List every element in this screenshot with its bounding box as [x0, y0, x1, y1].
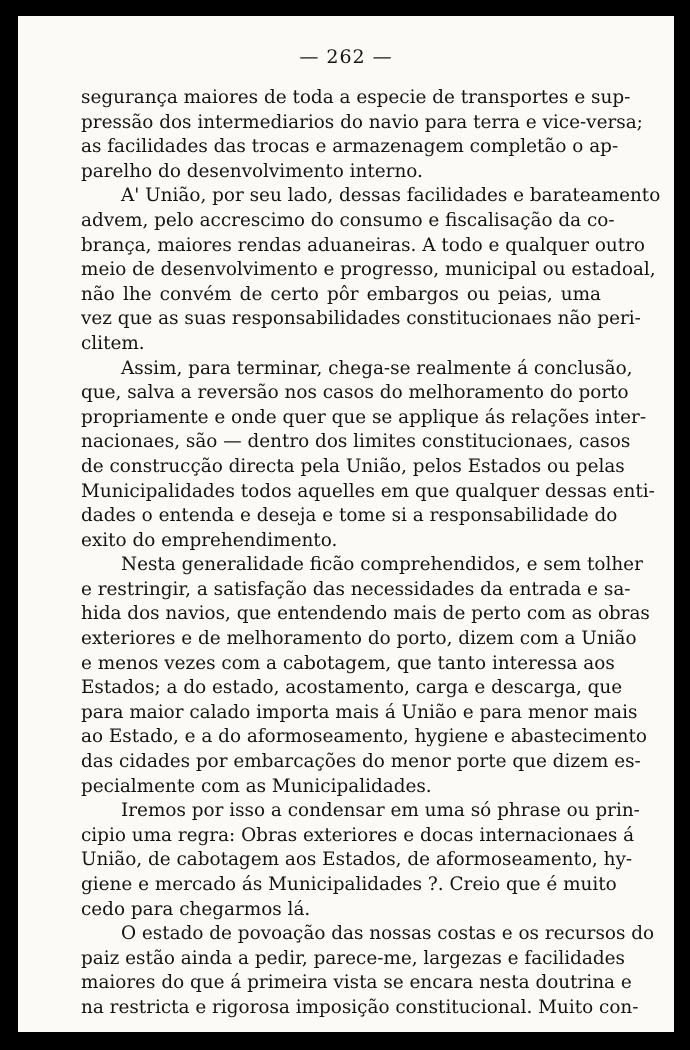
text-line: não lhe convém de certo pôr embargos ou peias, uma	[81, 283, 601, 305]
text-line: para maior calado importa mais á União e para menor mais	[81, 701, 638, 723]
text-line: brança, maiores rendas aduaneiras. A todo e qualquer outro	[81, 234, 646, 256]
text-line: giene e mercado ás Municipalidades ?. Creio que é muito	[81, 874, 617, 895]
text-line: União, de cabotagem aos Estados, de aformoseamento, hy-	[81, 849, 633, 871]
text-line: cedo para chegarmos lá.	[81, 898, 311, 920]
text-line: paiz estão ainda a pedir, parece-me, largezas e facilidades	[81, 947, 625, 969]
paragraph	[81, 86, 643, 184]
text-line: dades o entenda e deseja e tome si a responsabilidade do	[81, 505, 618, 527]
text-line: Iremos por isso a condensar em uma só phrase ou prin-	[121, 800, 640, 822]
text-line: das cidades por embarcações do menor porte que dizem es-	[81, 751, 641, 773]
text-line: vez que as suas responsabilidades constitucionaes não peri-	[81, 308, 641, 330]
text-line: Municipalidades todos aquelles em que qualquer dessas enti-	[81, 480, 655, 502]
text-line: advem, pelo accrescimo do consumo e fiscalisação da co-	[81, 209, 615, 231]
text-line: O estado de povoação das nossas costas e os recursos do	[121, 923, 655, 945]
page-number: — 262 —	[299, 46, 393, 68]
paragraph	[81, 184, 661, 356]
text-line: exteriores e de melhoramento do porto, dizem com a União	[81, 628, 637, 650]
paragraph	[81, 357, 655, 554]
text-line: e menos vezes com a cabotagem, que tanto interessa aos	[81, 652, 615, 674]
text-line: na restricta e rigorosa imposição constitucional. Muito con-	[81, 996, 639, 1018]
text-line: meio de desenvolvimento e progresso, municipal ou estadoal,	[81, 259, 656, 281]
text-line: pressão dos intermediarios do navio para terra e vice-versa;	[81, 111, 643, 133]
text-line: propriamente e onde quer que se applique ás relações inter-	[81, 406, 647, 428]
text-line: nacionaes, são — dentro dos limites constitucionaes, casos	[81, 431, 631, 453]
text-line: de construcção directa pela União, pelos Estados ou pelas	[81, 455, 625, 477]
text-line: segurança maiores de toda a especie de transportes e sup-	[81, 87, 631, 108]
text-line: e restringir, a satisfação das necessidades da entrada e sa-	[81, 578, 631, 600]
text-line: exito do emprehendimento.	[81, 529, 338, 551]
text-line: maiores do que á primeira vista se encara nesta doutrina e	[81, 972, 632, 994]
paragraph	[81, 553, 650, 799]
text-line: as facilidades das trocas e armazenagem completão o ap-	[81, 136, 619, 158]
text-line: parelho do desenvolvimento interno.	[81, 160, 423, 182]
text-line: Estados; a do estado, acostamento, carga e descarga, que	[81, 677, 623, 699]
text-line: Nesta generalidade ficão comprehendidos, e sem tolher	[121, 554, 643, 576]
book-page	[18, 16, 674, 1032]
paragraph	[81, 799, 640, 922]
text-line: Assim, para terminar, chega-se realmente á conclusão,	[121, 357, 633, 379]
text-line: cipio uma regra: Obras exteriores e docas internacionaes á	[81, 824, 635, 846]
text-line: clitem.	[81, 332, 145, 354]
text-line: que, salva a reversão nos casos do melhoramento do porto	[81, 382, 629, 404]
text-line: ao Estado, e a do aformoseamento, hygiene e abastecimento	[81, 726, 647, 748]
paragraph	[81, 922, 655, 1020]
body-text	[81, 86, 661, 1021]
text-line: A' União, por seu lado, dessas facilidades e barateamento	[121, 185, 661, 207]
text-line: hida dos navios, que entendendo mais de perto com as obras	[81, 603, 650, 625]
text-line: pecialmente com as Municipalidades.	[81, 775, 432, 797]
